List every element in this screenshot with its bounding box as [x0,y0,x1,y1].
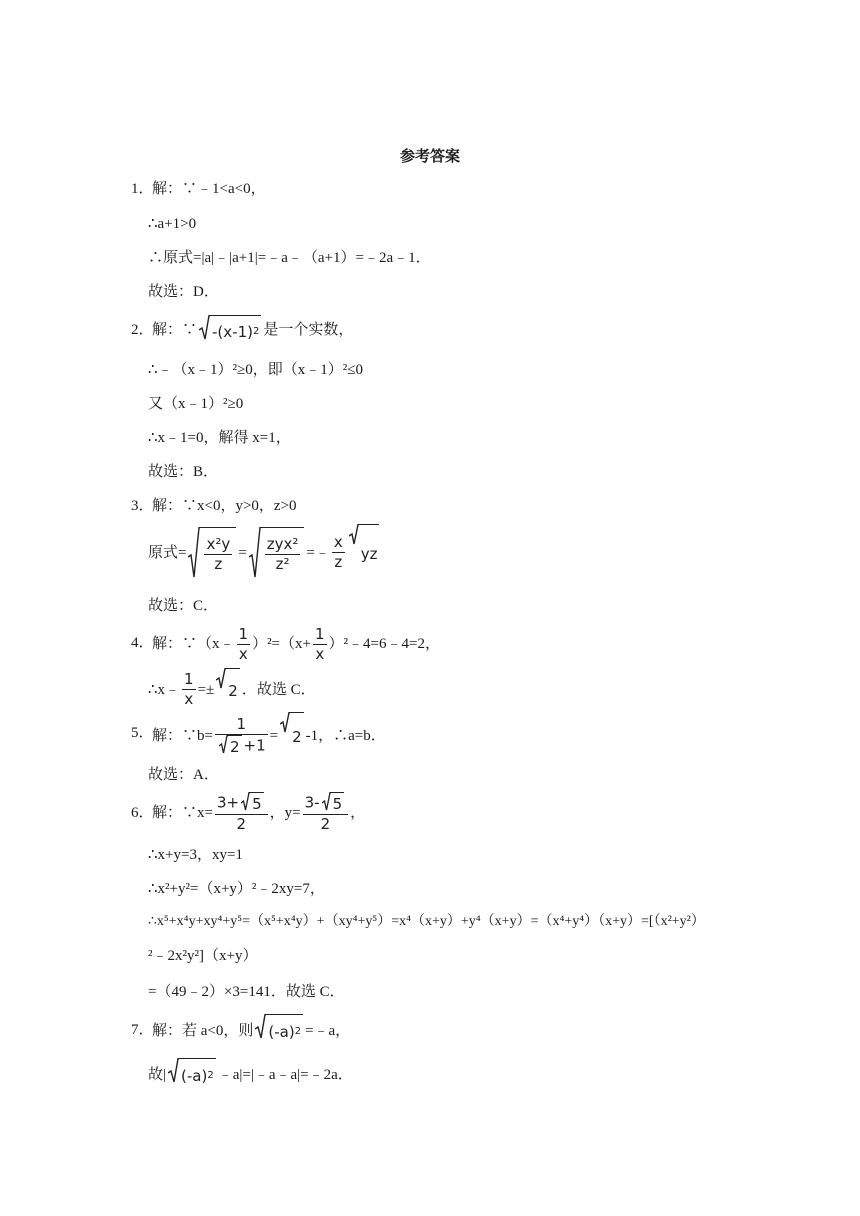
q4-line-1-a: 解：∵（x﹣ [152,636,235,652]
fraction-one-over-x: $\frac{1}{x}$ [238,624,249,663]
q7-line-1-b: =﹣a， [305,1022,351,1039]
q2-line-1-suffix: 是一个实数， [263,321,354,338]
q3-line-2 [148,524,381,581]
q6-line-1-c: ， [350,805,366,821]
q2-line-1 [152,315,353,346]
radical-2: 2 [216,668,240,711]
q7-line-1 [152,1014,350,1047]
fraction-one-over-root2-plus-1: 1 2 +1 [215,715,268,757]
q3-line-2-minus: =﹣ [306,544,330,561]
q4-line-1-c: ）²﹣4=6﹣4=2， [328,636,440,652]
q7-number: 7． [131,1022,154,1038]
q4-number: 4． [131,635,154,651]
q6-line-1 [152,788,365,838]
fraction-3-plus-root5-over-2: 3+ 5 2 [215,792,268,834]
q2-number: 2． [131,322,154,338]
q5-number: 5． [131,725,154,741]
fraction-one-over-x: $\frac{1}{x}$ [314,624,325,663]
q2-line-2: ∴﹣（x﹣1）²≥0，即（x﹣1）²≤0 [148,362,364,378]
radical-neg-a-squared: (-a) 2 [168,1058,216,1091]
q6-line-5: ²﹣2x²y²]（x+y） [148,948,258,964]
q6-line-1-b: ，y= [269,805,301,821]
page-title: 参考答案 [399,147,460,165]
radical-neg-a-squared: (-a) 2 [255,1014,303,1047]
q4-line-1 [152,624,440,664]
q7-line-1-a: 解：若 a<0，则 [152,1022,254,1039]
q7-line-2-a: 故| [148,1066,167,1083]
q3-line-2-prefix: 原式= [148,544,187,561]
q2-line-1-prefix: 解：∵ [152,321,198,338]
q5-line-1 [152,712,386,759]
fraction-3-minus-root5-over-2: 3- 5 2 [303,792,349,834]
q3-line-2-equals: = [238,544,247,561]
q6-number: 6． [131,805,154,821]
radical-expression: -(x-1) 2 [199,315,261,346]
q7-line-2-b: ﹣a|=|﹣a﹣a|=﹣2a． [217,1066,353,1083]
q4-line-2-c: ．故选 C． [241,681,316,698]
q3-line-1: 解：∵x<0，y>0，z>0 [152,498,297,514]
q5-line-1-c: -1，∴a=b． [305,727,386,744]
q1-line-4: 故选：D． [148,284,219,300]
radical-fraction-1: $\frac{\text{x²y}}{z}$ [188,527,236,579]
q5-line-1-b: = [269,727,279,744]
q4-line-2-a: ∴x﹣ [148,681,181,698]
q5-line-2: 故选：A． [148,767,219,783]
q1-line-2: ∴a+1>0 [148,216,197,232]
q4-line-2 [148,668,316,711]
q1-line-3: ∴原式=|a|﹣|a+1|=﹣a﹣（a+1）=﹣2a﹣1． [148,250,431,266]
q4-line-1-b: ）²=（x+ [252,636,311,652]
q6-line-6: =（49﹣2）×3=141．故选 C． [148,984,345,1000]
radical-fraction-2: $\frac{\text{zyx²}}{\text{z²}}$ [249,527,305,579]
radical-2: 2 [280,712,304,759]
q6-line-1-a: 解：∵x= [152,805,213,821]
q6-line-3: ∴x²+y²=（x+y）²﹣2xy=7， [148,881,325,897]
fraction-one-over-x: $\frac{1}{x}$ [184,670,194,708]
q5-line-1-a: 解：∵b= [152,727,213,744]
q3-line-3: 故选：C． [148,598,219,614]
q1-line-1: 解：∵﹣1<a<0， [152,181,266,197]
q2-line-3: 又（x﹣1）²≥0 [148,396,244,412]
q2-line-4: ∴x﹣1=0，解得 x=1， [148,430,291,446]
q3-number: 3． [131,498,154,514]
q6-line-4: ∴x⁵+x⁴y+xy⁴+y⁵=（x⁵+x⁴y）+（xy⁴+y⁵）=x⁴（x+y）+y⁴（x+y）=（x⁴+y⁴）（x+y）=[（x²+y²） [148,914,705,929]
fraction-x-over-z: $\frac{x}{z}$ [333,533,343,571]
q7-line-2 [148,1058,353,1091]
q2-line-5: 故选：B． [148,464,219,480]
radical-yz: yz [349,524,380,581]
q6-line-2: ∴x+y=3，xy=1 [148,847,243,863]
q1-number: 1． [131,181,154,197]
q4-line-2-b: =± [197,681,215,698]
